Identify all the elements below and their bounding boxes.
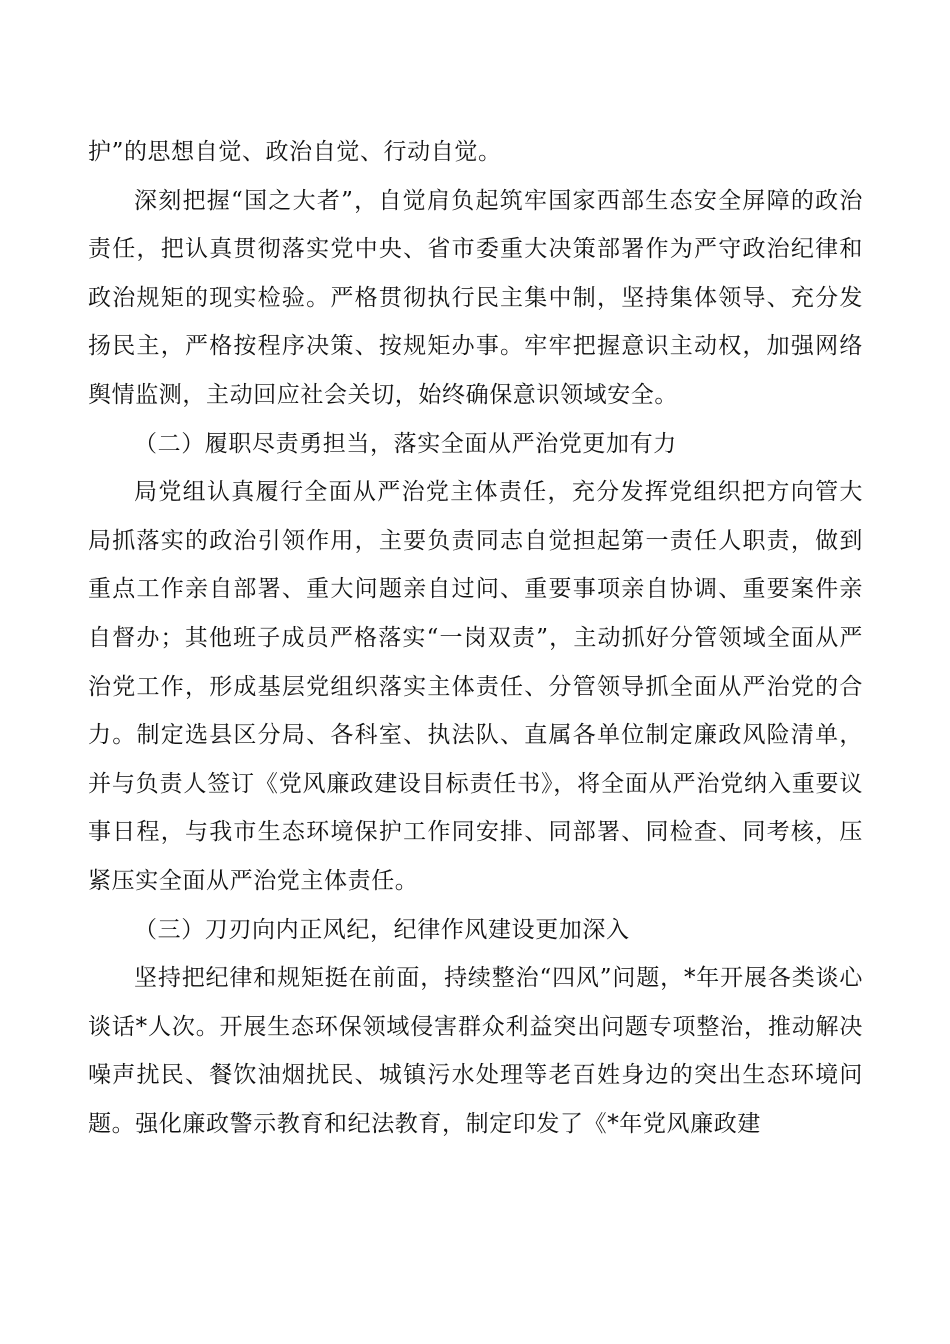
document-page [88, 128, 863, 1148]
paragraph-party-responsibility: 局党组认真履行全面从严治党主体责任，充分发挥党组织把方向管大局抓落实的政治引领作用，主要负责同志自觉担起第一责任人职责，做到重点工作亲自部署、重大问题亲自过问、重要事项亲自协调、重要案件亲自督办；其他班子成员严格落实“一岗双责”，主动抓好分管领域全面从严治党工作，形成基层党组织落实主体责任、分管领导抓全面从严治党的合力。制定选县区分局、各科室、执法队、直属各单位制定廉政风险清单，并与负责人签订《党风廉政建设目标责任书》，将全面从严治党纳入重要议事日程，与我市生态环境保护工作同安排、同部署、同检查、同考核，压紧压实全面从严治党主体责任。 [88, 479, 863, 894]
section-heading-3: （三）刀刃向内正风纪，纪律作风建设更加深入 [134, 916, 630, 943]
paragraph-continuation: 护”的思想自觉、政治自觉、行动自觉。 [88, 139, 502, 165]
paragraph-discipline: 坚持把纪律和规矩挺在前面，持续整治“四风”问题，*年开展各类谈心谈话*人次。开展生态环保领域侵害群众利益突出问题专项整治，推动解决噪声扰民、餐饮油烟扰民、城镇污水处理等老百姓身边的突出生态环境问题。强化廉政警示教育和纪法教育，制定印发了《*年党风廉政建 [88, 965, 863, 1137]
paragraph-political-responsibility: 深刻把握“国之大者”，自觉肩负起筑牢国家西部生态安全屏障的政治责任，把认真贯彻落实党中央、省市委重大决策部署作为严守政治纪律和政治规矩的现实检验。严格贯彻执行民主集中制，坚持集体领导、充分发扬民主，严格按程序决策、按规矩办事。牢牢把握意识主动权，加强网络舆情监测，主动回应社会关切，始终确保意识领域安全。 [88, 187, 863, 408]
section-heading-2: （二）履职尽责勇担当，落实全面从严治党更加有力 [134, 430, 677, 457]
